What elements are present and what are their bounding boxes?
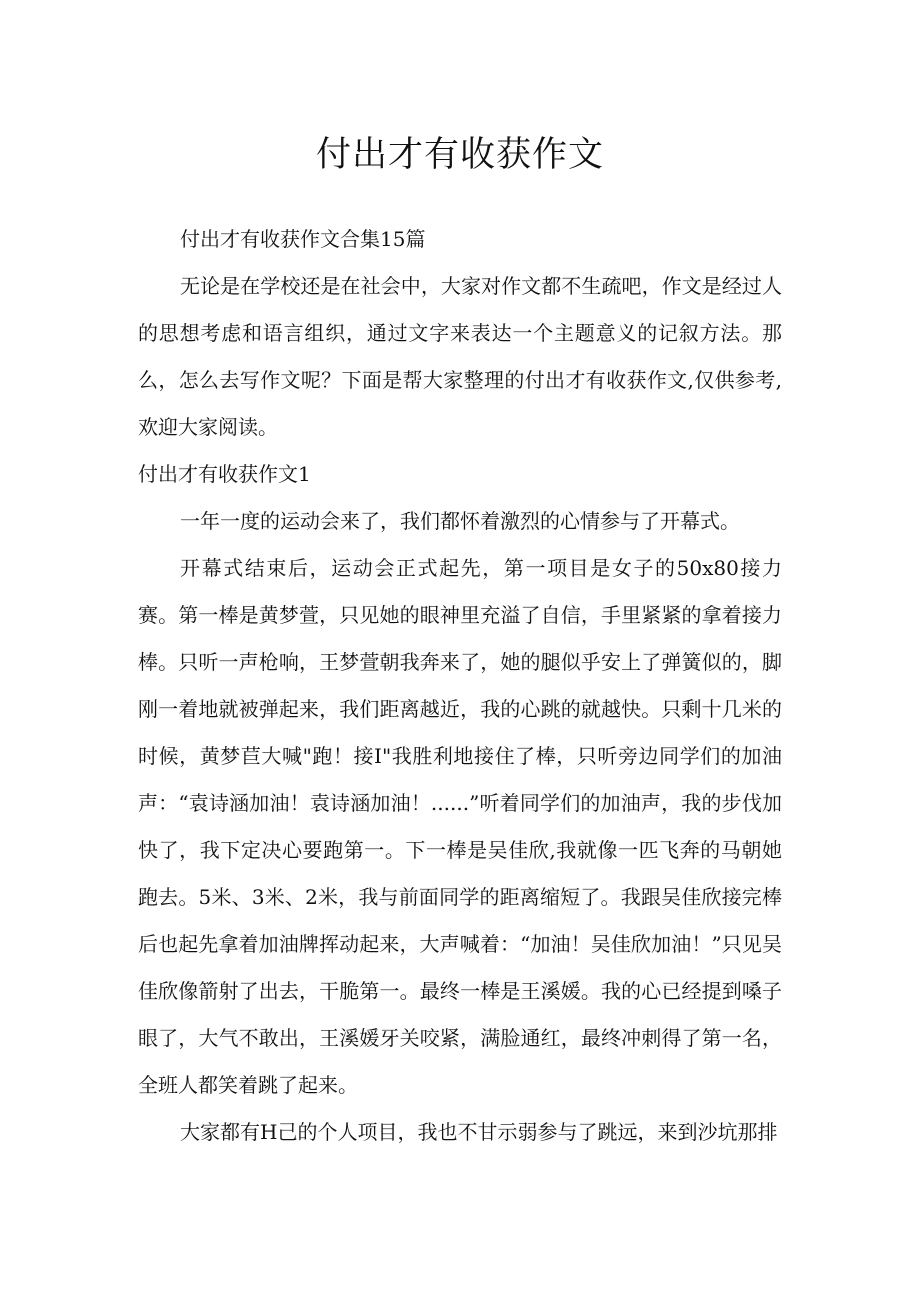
document-title: 付出才有收获作文	[315, 135, 604, 175]
section-heading-essay-1: 付出才有收获作文1	[138, 462, 311, 486]
paragraph-opening-ceremony: 一年一度的运动会来了，我们都怀着激烈的心情参与了开幕式。	[180, 509, 740, 533]
paragraph-long-jump: 大家都有H己的个人项目，我也不甘示弱参与了跳远，来到沙坑那排	[180, 1120, 778, 1144]
paragraph-relay-race: 开幕式结束后，运动会正式起先，第一项目是女子的50x80接力赛。第一棒是黄梦萱，只见她的眼神里充溢了自信，手里紧紧的拿着接力棒。只听一声枪响，王梦萱朝我奔来了，她的腿似乎安上了弹簧似的，脚刚一着地就被弹起来，我们距离越近，我的心跳的就越快。只剩十几米的时候，黄梦苣大喊"跑！接I"我胜利地接住了棒，只听旁边同学们的加油声：“袁诗涵加油！袁诗涵加油！......”听着同学们的加油声，我的步伐加快了，我下定决心要跑第一。下一棒是吴佳欣,我就像一匹飞奔的马朝她跑去。5米、3米、2米，我与前面同学的距离缩短了。我跟吴佳欣接完棒后也起先拿着加油牌挥动起来，大声喊着：“加油！吴佳欣加油！”只见吴佳欣像箭射了出去，干脆第一。最终一棒是王溪媛。我的心已经提到嗓子眼了，大气不敢出，王溪媛牙关咬紧，满脸通红，最终冲刺得了第一名，全班人都笑着跳了起来。	[138, 556, 782, 1097]
paragraph-collection-heading: 付出才有收获作文合集15篇	[180, 227, 426, 251]
document-body	[138, 216, 782, 1156]
paragraph-intro: 无论是在学校还是在社会中，大家对作文都不生疏吧，作文是经过人的思想考虑和语言组织，通过文字来表达一个主题意义的记叙方法。那么，怎么去写作文呢？下面是帮大家整理的付出才有收获作文,仅供参考,欢迎大家阅读。	[138, 274, 782, 439]
